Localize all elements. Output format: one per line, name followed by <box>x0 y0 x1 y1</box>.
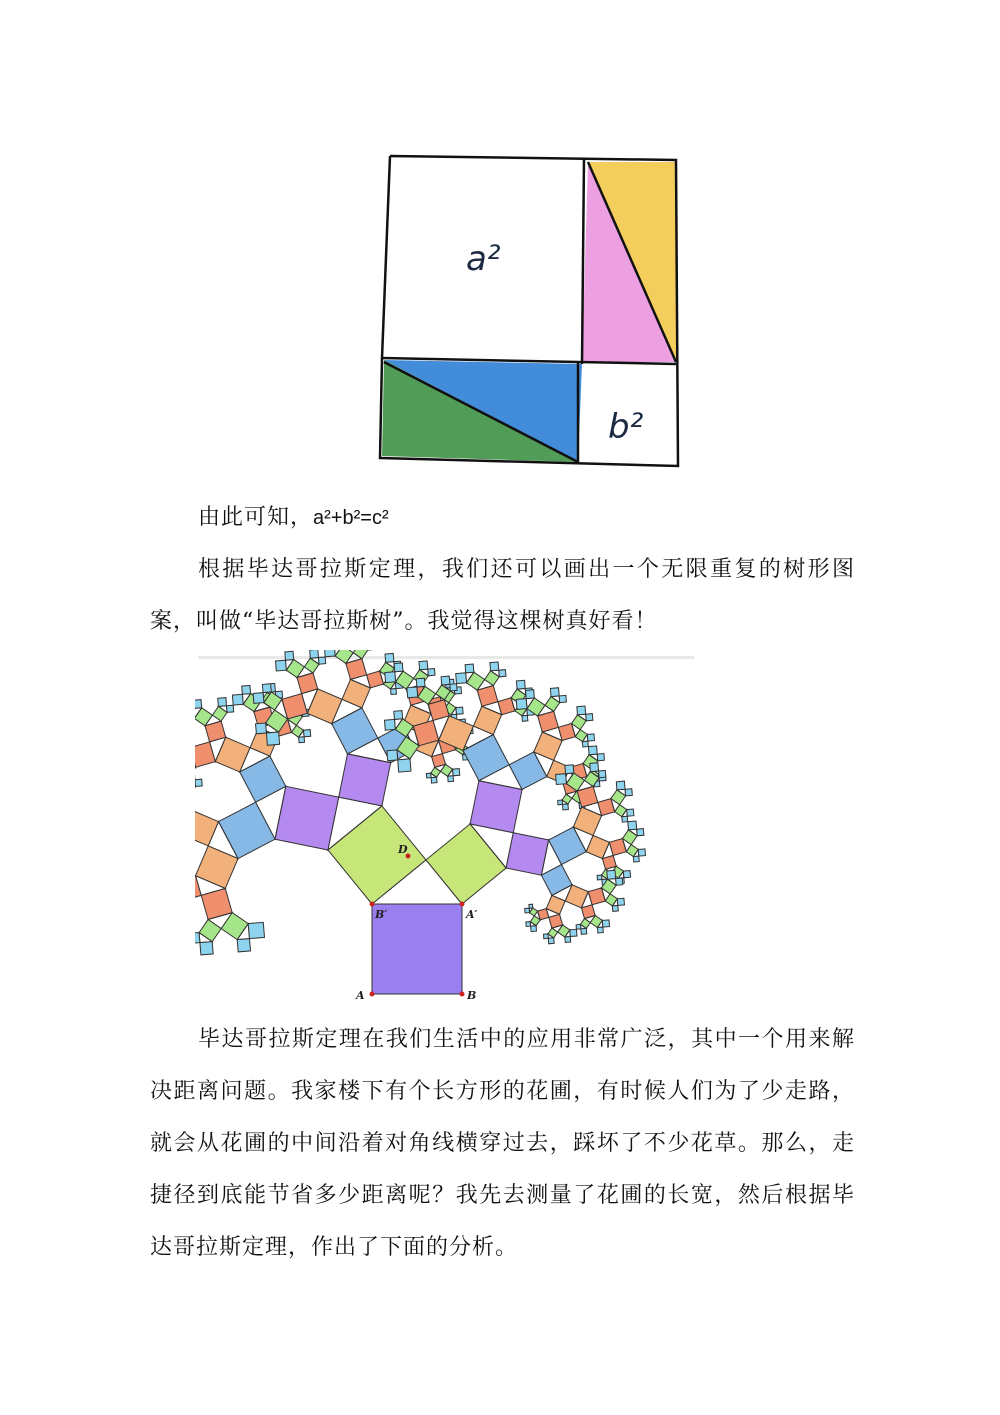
tree-square <box>248 922 264 938</box>
tree-square <box>227 705 234 712</box>
tree-square <box>637 829 644 836</box>
tree-square <box>572 715 587 730</box>
tree-square <box>597 754 604 761</box>
tree-square <box>570 929 577 936</box>
tree-square <box>262 684 271 693</box>
tree-square <box>581 928 587 934</box>
tree-square <box>559 695 566 702</box>
point-a-dot <box>370 992 375 997</box>
tree-square <box>546 895 565 914</box>
tree-square <box>544 934 549 939</box>
tree-square <box>394 711 403 720</box>
tree-square <box>324 650 335 657</box>
pythagoras-tree <box>195 650 646 994</box>
tree-square <box>526 922 531 927</box>
tree-square <box>205 721 226 742</box>
tree-square <box>218 698 227 707</box>
tree-square <box>353 650 368 659</box>
tree-square <box>548 928 558 938</box>
tree-square <box>195 876 201 901</box>
tree-square <box>453 769 460 776</box>
tree-square <box>299 737 305 743</box>
tree-square <box>602 920 609 927</box>
tree-square <box>599 770 606 777</box>
tree-square <box>200 942 213 955</box>
tree-square <box>416 678 425 687</box>
tree-square <box>626 845 638 857</box>
point-d-label: D <box>398 843 408 856</box>
tree-square <box>538 711 559 732</box>
tree-square <box>541 865 572 896</box>
tree-square <box>307 689 342 724</box>
tree-square <box>219 802 276 858</box>
tree-square <box>253 693 264 704</box>
tree-square <box>577 706 586 715</box>
tree-square <box>607 870 616 879</box>
tree-square <box>310 650 319 658</box>
tree-square <box>556 774 567 785</box>
tree-square <box>391 689 397 695</box>
tree-square <box>516 680 525 689</box>
conclusion-formula: a²+b²=c² <box>313 507 389 529</box>
conclusion-prefix: 由此可知， <box>198 505 314 530</box>
tree-square <box>615 805 627 817</box>
pythagorean-proof-figure <box>370 140 690 480</box>
tree-square <box>522 715 528 721</box>
tree-square <box>470 781 522 833</box>
tree-square <box>195 700 202 709</box>
tree-square <box>575 730 587 742</box>
tree-square <box>516 699 527 710</box>
tree-square <box>232 694 243 705</box>
tree-square <box>628 821 637 830</box>
tree-square <box>545 697 560 712</box>
tree-square <box>242 685 251 694</box>
tree-square <box>616 781 625 790</box>
tree-square <box>581 919 591 929</box>
tree-square <box>385 719 396 730</box>
tree-square <box>346 659 367 680</box>
tree-square <box>597 927 603 933</box>
point-b-dot <box>460 992 465 997</box>
tree-square <box>565 937 571 943</box>
tree-square <box>612 906 618 912</box>
tree-square <box>448 776 454 782</box>
tree-square <box>195 933 200 944</box>
tree-square <box>441 764 453 776</box>
point-b-label: B <box>467 989 477 1002</box>
tree-square <box>499 670 506 677</box>
tree-square <box>367 671 384 688</box>
tree-square <box>275 786 339 850</box>
tree-square <box>240 756 286 802</box>
paragraph-application: 毕达哥拉斯定理在我们生活中的应用非常广泛，其中一个用来解决距离问题。我家楼下有个长方形的花圃，有时候人们为了少走路，就会从花圃的中间沿着对角线横穿过去，踩坏了不少花草。那么，走捷径到底能节省多少距离呢？我先去测量了花圃的长宽，然后根据毕达哥拉斯定理，作出了下面的分析。 <box>150 1027 855 1260</box>
tree-square <box>266 732 279 745</box>
tree-square <box>605 894 617 906</box>
tree-square <box>623 830 638 845</box>
tree-square <box>597 875 602 880</box>
tree-square <box>195 742 215 767</box>
tree-square <box>407 687 418 698</box>
tree-square <box>490 662 499 671</box>
tree-square <box>616 878 623 885</box>
tree-square <box>428 669 435 676</box>
tree-square <box>419 661 428 670</box>
a-squared-label: a² <box>466 239 501 279</box>
tree-square <box>485 671 500 686</box>
tree-square <box>563 804 569 810</box>
point-b-prime-dot <box>370 902 375 907</box>
tree-square <box>276 660 287 671</box>
tree-square <box>611 790 626 805</box>
tree-square <box>342 679 370 707</box>
tree-square <box>473 706 501 734</box>
tree-square <box>431 777 437 783</box>
tree-square <box>586 835 609 858</box>
tree-square <box>456 707 463 714</box>
paragraph-tree-intro: 根据毕达哥拉斯定理，我们还可以画出一个无限重复的树形图案，叫做“毕达哥拉斯树”。我觉得这棵树真好看！ <box>150 557 855 634</box>
tree-square <box>534 732 562 760</box>
tree-square <box>576 924 581 929</box>
tree-square <box>387 750 398 761</box>
tree-square <box>509 752 547 790</box>
tree-square <box>530 908 538 916</box>
tree-square <box>199 920 221 942</box>
tree-square <box>237 939 250 952</box>
tree-square <box>297 673 318 694</box>
tree-square <box>590 916 602 928</box>
tree-square <box>285 651 294 660</box>
tree-square <box>529 904 533 908</box>
tree-square <box>558 724 575 741</box>
tree-square <box>319 657 326 664</box>
tree-square <box>623 871 630 878</box>
tree-square <box>304 658 319 673</box>
tree-square <box>286 660 304 678</box>
tree-square <box>465 664 474 673</box>
tree-square <box>598 799 615 816</box>
tree-square <box>573 807 601 835</box>
point-a-prime-label: A′ <box>466 908 478 921</box>
tree-square <box>550 688 559 697</box>
point-b-prime-label: B′ <box>375 908 388 921</box>
tree-square <box>609 839 626 856</box>
tree-square <box>587 734 594 741</box>
tree-square <box>221 913 248 940</box>
tree-square <box>212 706 227 721</box>
point-a-label: A <box>356 989 365 1002</box>
tree-square <box>531 926 537 932</box>
tree-square <box>463 735 509 781</box>
tree-square <box>385 672 396 683</box>
tree-square <box>588 746 597 755</box>
tree-square <box>339 754 391 806</box>
tree-square <box>525 908 530 913</box>
tree-square <box>398 759 411 772</box>
tree-square <box>625 789 632 796</box>
tree-square <box>328 806 426 904</box>
tree-square <box>426 824 506 904</box>
tree-square <box>426 773 431 778</box>
tree-square <box>195 779 202 786</box>
tree-square <box>195 708 212 726</box>
tree-square <box>565 885 588 908</box>
tree-square <box>431 767 441 777</box>
tree-square <box>441 676 450 685</box>
tree-square <box>562 794 572 804</box>
b-squared-label: b² <box>608 407 644 447</box>
tree-square <box>549 827 587 865</box>
tree-square <box>558 800 563 805</box>
tree-square <box>450 684 457 691</box>
pythagoras-tree-figure <box>195 650 700 1010</box>
tree-square <box>201 888 232 919</box>
tree-square <box>456 673 467 684</box>
tree-square <box>477 686 498 707</box>
tree-square <box>590 763 599 772</box>
tree-square <box>565 765 574 774</box>
tree-square <box>526 690 535 699</box>
tree-square <box>332 708 378 754</box>
tree-square <box>582 741 588 747</box>
tree-square <box>633 856 639 862</box>
point-a-prime-dot <box>460 902 465 907</box>
tree-square <box>530 916 540 926</box>
tree-square <box>394 663 403 672</box>
tree-square <box>304 730 311 737</box>
tree-square <box>195 811 219 846</box>
tree-square <box>256 723 267 734</box>
tree-square <box>292 725 304 737</box>
tree-square <box>385 653 394 662</box>
tree-square <box>638 849 645 856</box>
tree-square <box>586 714 593 721</box>
tree-square <box>196 846 239 889</box>
tree-square <box>617 898 624 905</box>
tree-square <box>467 672 485 690</box>
tree-square <box>627 809 634 816</box>
tree-square <box>558 925 570 937</box>
conclusion-line <box>150 492 855 544</box>
tree-square <box>215 737 250 772</box>
tree-square <box>622 816 628 822</box>
tree-square <box>548 938 554 944</box>
